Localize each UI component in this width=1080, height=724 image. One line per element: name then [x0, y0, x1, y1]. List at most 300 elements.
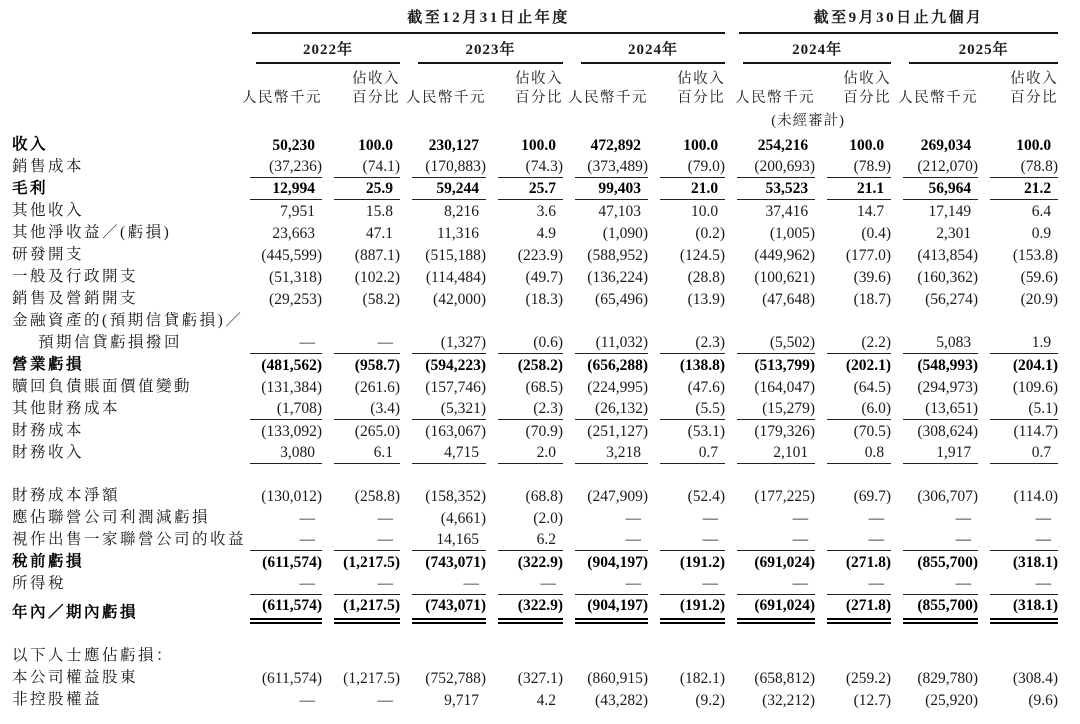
- amount-cell: [563, 266, 648, 288]
- cell-value: (56,274): [925, 291, 979, 308]
- cell-value: 17,149: [928, 203, 972, 220]
- year-2022: 2022年: [238, 34, 400, 64]
- cell-value: (691,024): [737, 595, 815, 624]
- pct-cell: [648, 551, 725, 573]
- cell-value: (308,624): [917, 423, 979, 440]
- cell-value: (58.2): [362, 291, 400, 308]
- pct-cell: [486, 354, 563, 376]
- cell-value: 5,083: [903, 332, 978, 354]
- pct-cell: [815, 288, 891, 310]
- cell-value: —: [737, 529, 815, 551]
- table-row: [12, 485, 1058, 507]
- amount-cell: [400, 442, 486, 464]
- pct-cell: [815, 420, 891, 442]
- amount-cell: [725, 288, 815, 310]
- cell-value: (102.2): [354, 269, 400, 286]
- amount-cell: [563, 354, 648, 376]
- pct-cell: [815, 178, 891, 200]
- cell-value: 47,103: [598, 203, 641, 220]
- cell-value: (191.2): [660, 595, 725, 624]
- cell-value: 37,416: [765, 203, 809, 220]
- cell-value: —: [498, 573, 563, 595]
- pct-cell: [978, 667, 1058, 689]
- pct-cell: [978, 244, 1058, 266]
- pct-cell: [648, 288, 725, 310]
- amount-header: 人民幣千元: [568, 90, 648, 106]
- header-spacer: [12, 34, 238, 64]
- table-row: [12, 595, 1058, 624]
- amount-cell: [891, 200, 978, 222]
- cell-value: 472,892: [590, 137, 641, 154]
- amount-cell: [238, 332, 322, 354]
- amount-cell: [725, 376, 815, 398]
- cell-value: 1,917: [903, 442, 978, 464]
- amount-cell: [563, 689, 648, 711]
- cell-value: (212,070): [903, 156, 978, 178]
- pct-cell: [648, 266, 725, 288]
- amount-cell: [238, 222, 322, 244]
- pct-cell: [648, 420, 725, 442]
- row-label: 毛利: [12, 180, 49, 197]
- pct-header: 佔收入 百分比: [1010, 71, 1059, 106]
- cell-value: (958.7): [354, 357, 400, 374]
- amount-cell: [563, 332, 648, 354]
- row-label: 營業虧損: [12, 356, 85, 373]
- amount-cell: [891, 222, 978, 244]
- cell-value: 1.9: [990, 332, 1058, 354]
- table-row: [12, 573, 1058, 595]
- cell-value: (78.9): [827, 156, 891, 178]
- amount-cell: [238, 551, 322, 573]
- cell-value: 0.9: [1031, 225, 1052, 242]
- cell-value: (18.3): [525, 291, 563, 308]
- table-row: [12, 667, 1058, 689]
- pct-cell: [322, 310, 400, 332]
- cell-value: 230,127: [428, 137, 479, 154]
- cell-value: (1,327): [412, 332, 486, 354]
- amount-cell: [725, 645, 815, 667]
- cell-value: 6.1: [334, 442, 400, 464]
- spacer-row: [12, 464, 1058, 485]
- amount-cell: [400, 288, 486, 310]
- pct-cell: [815, 529, 891, 551]
- pct-cell: [815, 595, 891, 624]
- cell-value: (0.2): [695, 225, 726, 242]
- cell-value: 269,034: [920, 137, 972, 154]
- table-row: [12, 266, 1058, 288]
- year-2023: 2023年: [400, 34, 563, 64]
- pct-cell: [486, 420, 563, 442]
- pct-header: 佔收入 百分比: [352, 71, 400, 106]
- cell-value: (28.8): [687, 269, 726, 286]
- pct-cell: [978, 200, 1058, 222]
- pct-cell: [815, 645, 891, 667]
- cell-value: 0.8: [827, 442, 891, 464]
- cell-value: (6.0): [827, 398, 891, 420]
- section-annual: [238, 4, 725, 34]
- pct-cell: [815, 573, 891, 595]
- table-row: [12, 156, 1058, 178]
- cell-value: (11,032): [575, 332, 648, 354]
- pct-cell: [978, 595, 1058, 624]
- cell-value: 2,301: [936, 225, 972, 242]
- amount-cell: [725, 222, 815, 244]
- cell-value: (752,788): [425, 670, 486, 687]
- cell-value: (59.6): [1020, 269, 1059, 286]
- cell-value: (100,621): [754, 269, 816, 286]
- cell-value: 4.2: [536, 692, 556, 709]
- pct-cell: [322, 200, 400, 222]
- cell-value: (12.7): [853, 692, 892, 709]
- pct-cell: [648, 442, 725, 464]
- pct-cell: [486, 595, 563, 624]
- cell-value: (70.5): [853, 423, 892, 440]
- cell-value: (445,599): [261, 247, 322, 264]
- pct-cell: [978, 354, 1058, 376]
- row-label: 其他收入: [12, 202, 85, 219]
- amount-cell: [400, 689, 486, 711]
- amount-cell: [563, 244, 648, 266]
- cell-value: (223.9): [517, 247, 563, 264]
- pct-cell: [978, 689, 1058, 711]
- cell-value: 100.0: [1016, 137, 1052, 154]
- cell-value: (0.6): [498, 332, 563, 354]
- cell-value: (2.3): [498, 398, 563, 420]
- amount-cell: [400, 376, 486, 398]
- pct-cell: [978, 507, 1058, 529]
- amount-cell: [400, 529, 486, 551]
- amount-cell: [563, 398, 648, 420]
- cell-value: (78.8): [990, 156, 1058, 178]
- cell-value: (224,995): [587, 379, 648, 396]
- cell-value: (656,288): [587, 357, 648, 374]
- table-row: [12, 420, 1058, 442]
- amount-cell: [563, 507, 648, 529]
- cell-value: (202.1): [845, 357, 892, 374]
- cell-value: (68.8): [525, 488, 563, 505]
- cell-value: 9,717: [444, 692, 479, 709]
- cell-value: (271.8): [827, 595, 891, 624]
- amount-cell: [891, 244, 978, 266]
- table-row: [12, 134, 1058, 156]
- period-section-row: [12, 4, 1058, 34]
- amount-cell: [725, 178, 815, 200]
- cell-value: (251,127): [587, 423, 648, 440]
- cell-value: (114.7): [1013, 423, 1059, 440]
- cell-value: (515,188): [425, 247, 486, 264]
- cell-value: —: [625, 510, 641, 527]
- pct-cell: [486, 178, 563, 200]
- row-label: 所得稅: [12, 575, 67, 592]
- pct-cell: [815, 244, 891, 266]
- cell-value: —: [827, 529, 891, 551]
- cell-value: (2.2): [827, 332, 891, 354]
- cell-value: (37,236): [250, 156, 322, 178]
- pct-cell: [486, 398, 563, 420]
- row-label: 其他淨收益／(虧損): [12, 224, 172, 241]
- amount-cell: [725, 200, 815, 222]
- amount-cell: [238, 134, 322, 156]
- amount-cell: [238, 507, 322, 529]
- cell-value: —: [575, 573, 648, 595]
- pct-cell: [978, 178, 1058, 200]
- cell-value: (163,067): [425, 423, 486, 440]
- pct-cell: [815, 354, 891, 376]
- row-label: 視作出售一家聯營公司的收益: [12, 531, 247, 548]
- cell-value: (79.0): [660, 156, 725, 178]
- table-row: [12, 222, 1058, 244]
- cell-value: (13,651): [903, 398, 978, 420]
- amount-cell: [238, 398, 322, 420]
- amount-cell: [725, 667, 815, 689]
- cell-value: —: [702, 510, 719, 527]
- cell-value: (322.9): [517, 554, 563, 571]
- cell-value: —: [412, 573, 486, 595]
- row-label: 銷售成本: [12, 158, 85, 175]
- cell-value: (904,197): [575, 595, 648, 624]
- cell-value: (47,648): [762, 291, 816, 308]
- amount-cell: [725, 595, 815, 624]
- amount-cell: [238, 689, 322, 711]
- cell-value: (74.3): [498, 156, 563, 178]
- pct-cell: [648, 667, 725, 689]
- cell-value: 3,080: [250, 442, 322, 464]
- amount-cell: [563, 485, 648, 507]
- amount-cell: [891, 667, 978, 689]
- amount-cell: [891, 156, 978, 178]
- year-2024: 2024年: [563, 34, 725, 64]
- cell-value: (64.5): [853, 379, 892, 396]
- pct-cell: [815, 442, 891, 464]
- cell-value: 59,244: [412, 178, 486, 200]
- cell-value: 2,101: [737, 442, 815, 464]
- cell-value: (74.1): [334, 156, 400, 178]
- cell-value: (9.6): [1028, 692, 1059, 709]
- amount-cell: [891, 551, 978, 573]
- amount-cell: [563, 310, 648, 332]
- pct-cell: [815, 398, 891, 420]
- amount-cell: [238, 420, 322, 442]
- pct-cell: [815, 551, 891, 573]
- amount-cell: [400, 266, 486, 288]
- cell-value: 25.9: [334, 178, 400, 200]
- cell-value: 3,218: [575, 442, 648, 464]
- cell-value: (204.1): [1012, 357, 1059, 374]
- amount-cell: [891, 573, 978, 595]
- pct-cell: [322, 376, 400, 398]
- pct-cell: [322, 288, 400, 310]
- amount-cell: [725, 244, 815, 266]
- amount-cell: [725, 507, 815, 529]
- row-label: 贖回負債賬面價值變動: [12, 378, 193, 395]
- cell-value: (327.1): [517, 670, 563, 687]
- cell-value: —: [377, 692, 393, 709]
- cell-value: (157,746): [425, 379, 486, 396]
- pct-cell: [486, 134, 563, 156]
- amount-cell: [238, 244, 322, 266]
- cell-value: (114,484): [425, 269, 486, 286]
- cell-value: 100.0: [521, 137, 556, 154]
- pct-cell: [322, 354, 400, 376]
- row-label: 本公司權益股東: [12, 669, 139, 686]
- amount-cell: [891, 288, 978, 310]
- amount-cell: [238, 667, 322, 689]
- amount-cell: [891, 332, 978, 354]
- amount-cell: [400, 222, 486, 244]
- table-row: [12, 551, 1058, 573]
- cell-value: 15.8: [365, 203, 393, 220]
- amount-cell: [891, 507, 978, 529]
- cell-value: (904,197): [587, 554, 648, 571]
- table-row: [12, 332, 1058, 354]
- pct-cell: [486, 222, 563, 244]
- table-row: [12, 507, 1058, 529]
- amount-cell: [725, 310, 815, 332]
- unaudited-row: [12, 110, 1058, 134]
- pct-cell: [322, 667, 400, 689]
- cell-value: 21.2: [990, 178, 1058, 200]
- table-header: [12, 4, 1058, 134]
- pct-cell: [978, 310, 1058, 332]
- amount-cell: [891, 485, 978, 507]
- cell-value: 56,964: [903, 178, 978, 200]
- pct-cell: [648, 376, 725, 398]
- pct-cell: [486, 332, 563, 354]
- amount-cell: [563, 529, 648, 551]
- table-row: [12, 376, 1058, 398]
- header-spacer: [12, 4, 238, 34]
- cell-value: (170,883): [412, 156, 486, 178]
- pct-cell: [486, 266, 563, 288]
- cell-value: (258.2): [517, 357, 563, 374]
- table-row: [12, 689, 1058, 711]
- amount-cell: [563, 645, 648, 667]
- cell-value: 7,951: [280, 203, 315, 220]
- cell-value: —: [955, 510, 972, 527]
- amount-cell: [563, 288, 648, 310]
- cell-value: 21.1: [827, 178, 891, 200]
- amount-cell: [891, 645, 978, 667]
- cell-value: 0.7: [660, 442, 725, 464]
- cell-value: 6.2: [498, 529, 563, 551]
- amount-cell: [725, 551, 815, 573]
- cell-value: (611,574): [262, 554, 322, 571]
- pct-cell: [978, 376, 1058, 398]
- cell-value: (42,000): [433, 291, 486, 308]
- cell-value: 25.7: [498, 178, 563, 200]
- row-label: 一般及行政開支: [12, 268, 139, 285]
- cell-value: (191.2): [679, 554, 726, 571]
- cell-value: (2.0): [533, 510, 563, 527]
- amount-cell: [400, 156, 486, 178]
- pct-cell: [486, 667, 563, 689]
- cell-value: (1,090): [602, 225, 648, 242]
- pct-cell: [648, 507, 725, 529]
- amount-cell: [891, 354, 978, 376]
- table-row: [12, 310, 1058, 332]
- amount-cell: [400, 310, 486, 332]
- cell-value: (9.2): [695, 692, 726, 709]
- pct-cell: [322, 156, 400, 178]
- pct-cell: [486, 200, 563, 222]
- pct-cell: [978, 156, 1058, 178]
- cell-value: —: [250, 529, 322, 551]
- cell-value: (26,132): [575, 398, 648, 420]
- unaudited-note-cell: [725, 110, 891, 134]
- pct-cell: [648, 156, 725, 178]
- pct-cell: [486, 442, 563, 464]
- amount-cell: [891, 442, 978, 464]
- pct-cell: [815, 156, 891, 178]
- pct-cell: [815, 485, 891, 507]
- cell-value: —: [990, 529, 1058, 551]
- section-annual-title: 截至12月31日止年度: [252, 4, 725, 34]
- amount-cell: [891, 420, 978, 442]
- amount-cell: [400, 178, 486, 200]
- cell-value: (114.0): [1013, 488, 1059, 505]
- cell-value: (1,217.5): [334, 595, 400, 624]
- pct-cell: [978, 442, 1058, 464]
- amount-cell: [563, 420, 648, 442]
- table-row: [12, 529, 1058, 551]
- amount-cell: [891, 376, 978, 398]
- cell-value: (4,661): [440, 510, 486, 527]
- pct-cell: [322, 529, 400, 551]
- amount-cell: [891, 266, 978, 288]
- cell-value: (658,812): [754, 670, 816, 687]
- amount-cell: [238, 376, 322, 398]
- amount-cell: [400, 332, 486, 354]
- pct-cell: [815, 332, 891, 354]
- amount-cell: [725, 420, 815, 442]
- pct-cell: [322, 485, 400, 507]
- pct-cell: [648, 529, 725, 551]
- cell-value: (158,352): [425, 488, 486, 505]
- cell-value: (860,915): [587, 670, 648, 687]
- cell-value: (47.6): [687, 379, 726, 396]
- cell-value: —: [660, 573, 725, 595]
- row-label: 應佔聯營公司利潤減虧損: [12, 509, 211, 526]
- cell-value: 12,994: [250, 178, 322, 200]
- pct-cell: [322, 178, 400, 200]
- cell-value: —: [660, 529, 725, 551]
- cell-value: —: [334, 573, 400, 595]
- pct-cell: [486, 156, 563, 178]
- pct-cell: [815, 689, 891, 711]
- header-spacer: [12, 64, 238, 110]
- cell-value: (179,326): [754, 423, 816, 440]
- pct-cell: [486, 376, 563, 398]
- cell-value: —: [299, 510, 315, 527]
- amount-cell: [238, 529, 322, 551]
- amount-cell: [725, 529, 815, 551]
- pct-cell: [648, 134, 725, 156]
- section-nine-months: [725, 4, 1058, 34]
- cell-value: (164,047): [754, 379, 816, 396]
- row-label: 其他財務成本: [12, 400, 121, 417]
- amount-cell: [400, 595, 486, 624]
- amount-cell: [725, 266, 815, 288]
- pct-cell: [486, 507, 563, 529]
- cell-value: (318.1): [990, 595, 1058, 624]
- row-label: 年內／期內虧損: [12, 604, 139, 621]
- cell-value: 21.0: [660, 178, 725, 200]
- cell-value: (1,708): [250, 398, 322, 420]
- section-nine-months-title: 截至9月30日止九個月: [739, 4, 1058, 34]
- cell-value: (52.4): [687, 488, 726, 505]
- cell-value: (743,071): [412, 595, 486, 624]
- pct-cell: [322, 420, 400, 442]
